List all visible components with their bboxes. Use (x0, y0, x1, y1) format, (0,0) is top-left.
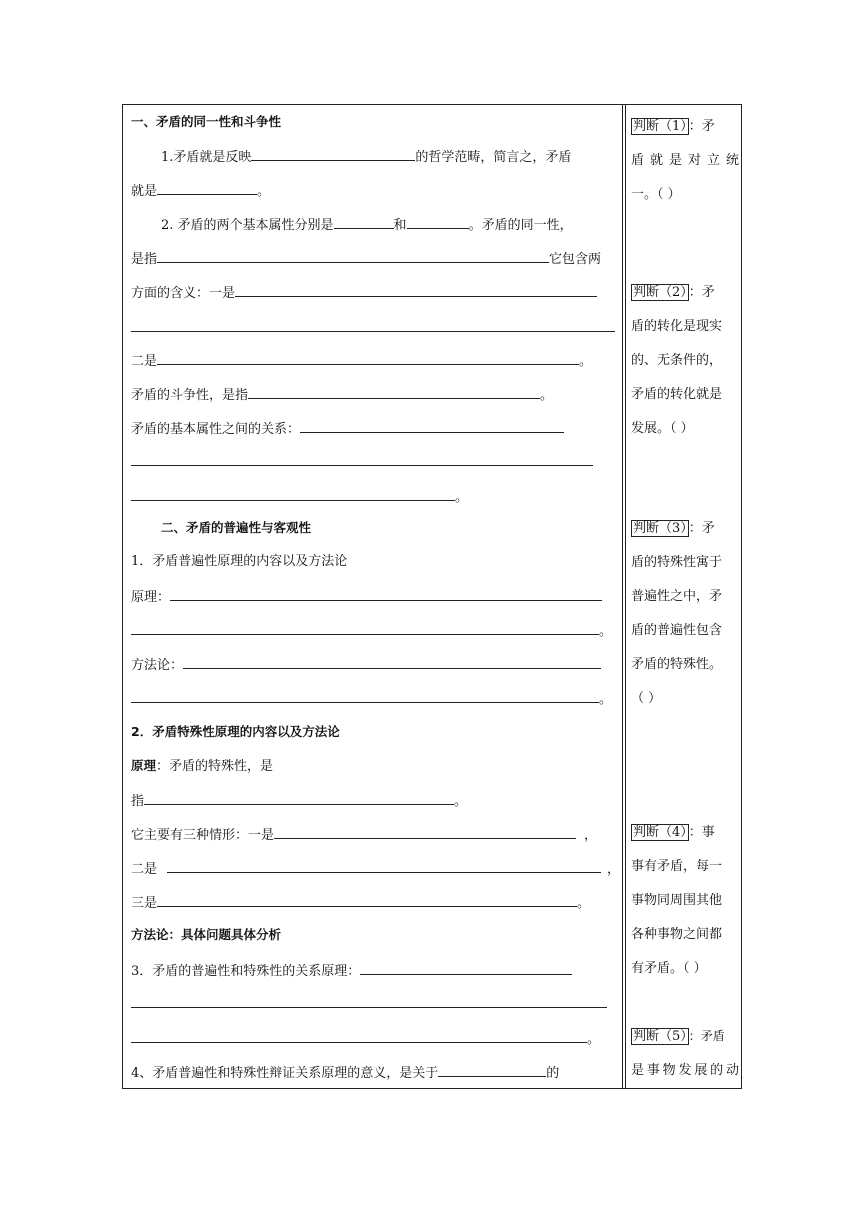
blank-input[interactable] (274, 824, 576, 839)
judgment-label: 判断（4） (633, 825, 687, 840)
p4-text-a: 4、矛盾普遍性和特殊性辩证关系原理的意义，是关于 (131, 1066, 439, 1081)
section2-heading: 二、矛盾的普遍性与客观性 (161, 520, 312, 535)
q2-line9 (131, 486, 468, 508)
q2-text-i: 矛盾的斗争性，是指 (131, 388, 249, 403)
q1-line1 (161, 146, 571, 168)
q2-line6 (131, 384, 553, 406)
column-divider (622, 104, 623, 1089)
q2-line2 (131, 248, 601, 270)
blank-input[interactable] (183, 654, 601, 669)
p2-zhi: 指 (131, 794, 145, 809)
p1-method-label: 方法论： (131, 658, 184, 673)
p2-case3-line (131, 892, 590, 914)
judgment-text: 盾的转化是现实 (631, 319, 723, 334)
p1-principle-line (131, 586, 602, 608)
q2-text-f: 方面的含义：一是 (131, 286, 236, 301)
judgment-text: 事物同周围其他 (631, 893, 723, 908)
judgment-text: 有矛盾。（ ） (631, 961, 707, 976)
q1-text-a: 1.矛盾就是反映 (161, 150, 252, 165)
p2-two: 二是 (131, 862, 158, 877)
judgment-text: ：矛 (688, 521, 715, 536)
blank-input[interactable] (407, 214, 469, 229)
p1-principle-line2 (131, 620, 612, 642)
judgment-text: 盾的特殊性寓于 (631, 555, 723, 570)
blank-input[interactable] (144, 790, 454, 805)
p2-principle-label: 原理 (131, 758, 157, 773)
p2-principle-line (131, 756, 273, 777)
q2-line1 (161, 214, 573, 236)
p4-line (131, 1062, 559, 1084)
q2-text-d: 是指 (131, 252, 158, 267)
q2-line5 (131, 350, 592, 372)
judgment-label: 判断（3） (633, 521, 687, 536)
blank-input[interactable] (131, 1028, 587, 1043)
judgment-text: 的、无条件的， (631, 353, 723, 368)
blank-line[interactable] (131, 1007, 607, 1008)
blank-input[interactable] (300, 418, 564, 433)
p2-zhi-end: 。 (454, 794, 468, 809)
judgment-text: 普遍性之中，矛 (631, 589, 723, 604)
p3-line3 (131, 1028, 600, 1050)
p1-method-line (131, 654, 601, 676)
q2-text-l: 。 (455, 490, 469, 505)
q2-text-a: 2. 矛盾的两个基本属性分别是 (161, 218, 334, 233)
judgment-1 (631, 110, 739, 212)
p2-principle-text: ：矛盾的特殊性，是 (156, 759, 274, 774)
q1-text-b: 的哲学范畴，简言之，矛盾 (415, 150, 572, 165)
q2-line7 (131, 418, 564, 440)
p2-comma1: ， (584, 828, 598, 843)
judgment-label: 判断（5） (633, 1029, 687, 1044)
judgment-label: 判断（1） (633, 119, 687, 134)
blank-input[interactable] (360, 960, 572, 975)
blank-input[interactable] (157, 248, 549, 263)
p1-method-line2 (131, 688, 612, 710)
blank-input[interactable] (157, 892, 577, 907)
blank-input[interactable] (131, 688, 599, 703)
judgment-text: 矛盾的特殊性。 (631, 657, 723, 672)
judgment-text: 事有矛盾，每一 (631, 859, 723, 874)
judgment-text: 盾的普遍性包含 (631, 623, 723, 638)
q1-text-c: 就是 (131, 184, 158, 199)
column-divider-inner (625, 104, 626, 1089)
judgment-4 (631, 816, 739, 986)
q2-line3 (131, 282, 597, 304)
judgment-text: 矛盾的转化就是 (631, 387, 723, 402)
p2-three: 三是 (131, 896, 158, 911)
blank-input[interactable] (157, 180, 257, 195)
q1-line2 (131, 180, 270, 202)
p2-cases: 它主要有三种情形：一是 (131, 828, 275, 843)
judgment-text: 盾就是对立统 (631, 153, 739, 168)
judgment-text: 一。（ ） (631, 187, 681, 202)
judgment-text: 各种事物之间都 (631, 927, 723, 942)
p2-zhi-line (131, 790, 467, 812)
blank-input[interactable] (167, 858, 601, 873)
q2-text-k: 矛盾的基本属性之间的关系： (131, 422, 301, 437)
judgment-5 (631, 1019, 739, 1088)
q2-text-e: 它包含两 (549, 252, 602, 267)
q1-text-d: 。 (257, 184, 271, 199)
p1-principle-label: 原理： (131, 590, 171, 605)
judgment-text: ：矛 (688, 285, 715, 300)
q2-text-b: 和 (393, 218, 407, 233)
p2-end: 。 (577, 896, 591, 911)
blank-input[interactable] (438, 1062, 546, 1077)
p4-text-b: 的 (546, 1066, 560, 1081)
q2-text-c: 。矛盾的同一性， (468, 218, 573, 233)
blank-line[interactable] (131, 465, 593, 466)
p2-case1-line (131, 824, 597, 846)
p1-end: 。 (599, 624, 613, 639)
blank-input[interactable] (334, 214, 394, 229)
q2-text-j: 。 (540, 388, 554, 403)
blank-input[interactable] (131, 486, 455, 501)
blank-input[interactable] (157, 350, 579, 365)
blank-input[interactable] (251, 146, 415, 161)
judgment-text: ：事 (688, 825, 715, 840)
p2-method: 方法论：具体问题具体分析 (131, 927, 282, 942)
p1-title: 1．矛盾普遍性原理的内容以及方法论 (131, 554, 348, 569)
p3-end: 。 (587, 1032, 601, 1047)
q2-text-g: 二是 (131, 354, 158, 369)
judgment-text: （ ） (631, 691, 662, 706)
section1-heading: 一、矛盾的同一性和斗争性 (131, 114, 282, 129)
judgment-text: ：矛 (688, 119, 715, 134)
p3-line (131, 960, 572, 982)
p2-case2-line (131, 858, 620, 880)
judgment-label: 判断（2） (633, 285, 687, 300)
blank-input[interactable] (131, 620, 599, 635)
judgment-text: ：矛盾 (688, 1029, 725, 1043)
blank-input[interactable] (235, 282, 597, 297)
p2-comma2: ， (607, 862, 621, 877)
judgment-3 (631, 512, 739, 716)
judgment-text: 是事物发展的动 (631, 1063, 739, 1078)
q2-text-h: 。 (579, 354, 593, 369)
p2-title: 2．矛盾特殊性原理的内容以及方法论 (131, 724, 340, 739)
judgment-text: 发展。（ ） (631, 421, 694, 436)
p1-end2: 。 (599, 692, 613, 707)
judgment-2 (631, 276, 739, 446)
blank-input[interactable] (248, 384, 540, 399)
blank-input[interactable] (170, 586, 602, 601)
blank-line[interactable] (131, 331, 615, 332)
p3-text: 3．矛盾的普遍性和特殊性的关系原理： (131, 964, 361, 979)
